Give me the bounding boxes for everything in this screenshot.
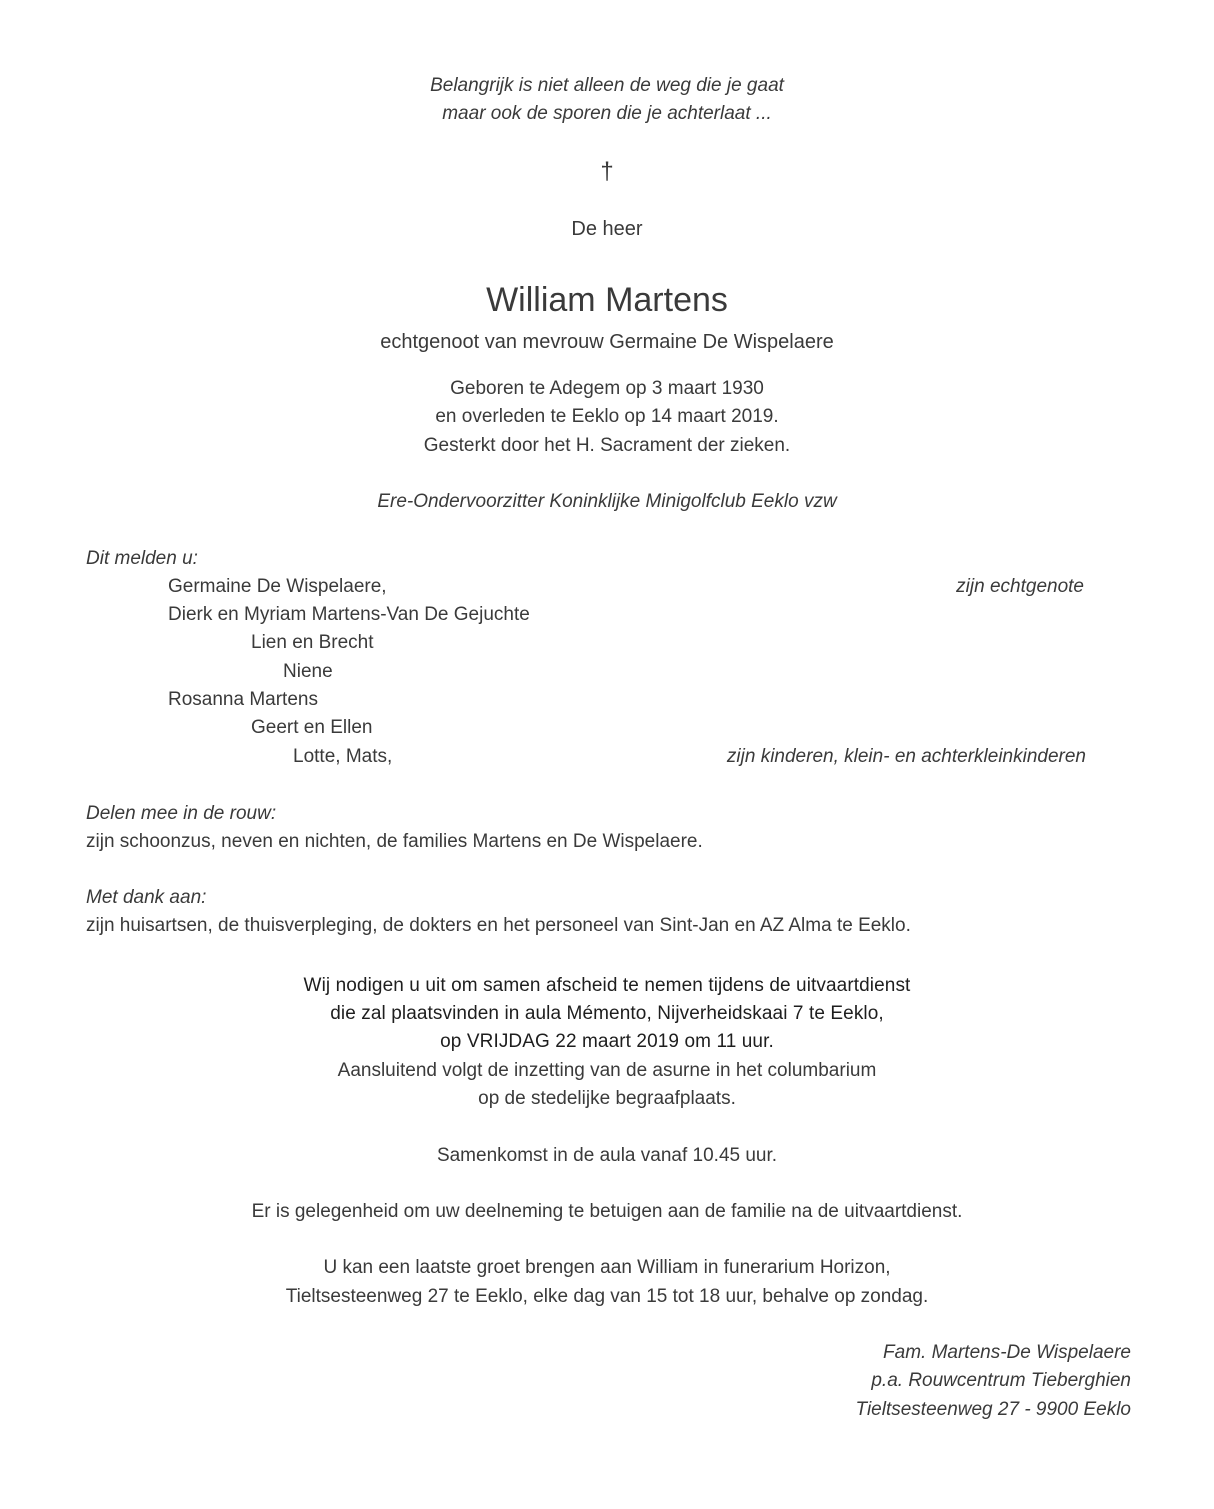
invite-line-2: die zal plaatsvinden in aula Mémento, Nijverheidskaai 7 te Eeklo,	[330, 1003, 884, 1024]
quote-line-1: Belangrijk is niet alleen de weg die je gaat	[430, 75, 784, 96]
after-line-2: op de stedelijke begraafplaats.	[478, 1088, 736, 1109]
spouse-line: echtgenoot van mevrouw Germaine De Wispelaere	[380, 331, 834, 353]
signature-family: Fam. Martens-De Wispelaere	[883, 1342, 1131, 1363]
signature-care-of: p.a. Rouwcentrum Tieberghien	[871, 1370, 1131, 1391]
family-member: Rosanna Martens	[168, 689, 318, 710]
gathering-line: Samenkomst in de aula vanaf 10.45 uur.	[436, 1145, 778, 1166]
visit-line-1: U kan een laatste groet brengen aan William in funerarium Horizon,	[323, 1257, 891, 1278]
quote-line-2: maar ook de sporen die je achterlaat ...	[442, 103, 772, 124]
relation-children: zijn kinderen, klein- en achterkleinkinderen	[726, 746, 1086, 767]
family-member: Lien en Brecht	[251, 632, 374, 653]
family-member: Lotte, Mats,	[293, 746, 393, 767]
mourning-heading: Delen mee in de rouw:	[86, 803, 277, 824]
family-member: Geert en Ellen	[251, 717, 373, 738]
honor-line: Ere-Ondervoorzitter Koninklijke Minigolfclub Eeklo vzw	[377, 491, 837, 512]
invite-line-3: op VRIJDAG 22 maart 2019 om 11 uur.	[440, 1031, 774, 1052]
condolence-line: Er is gelegenheid om uw deelneming te betuigen aan de familie na de uitvaartdienst.	[251, 1201, 963, 1222]
signature-address: Tieltsesteenweg 27 - 9900 Eeklo	[855, 1399, 1131, 1420]
announce-heading: Dit melden u:	[86, 548, 198, 569]
thanks-text: zijn huisartsen, de thuisverpleging, de dokters en het personeel van Sint-Jan en AZ Alma te Eeklo.	[86, 915, 911, 936]
family-member: Germaine De Wispelaere,	[168, 576, 387, 597]
mourning-text: zijn schoonzus, neven en nichten, de families Martens en De Wispelaere.	[86, 831, 703, 852]
relation-spouse: zijn echtgenote	[956, 576, 1084, 597]
cross-icon: †	[600, 158, 614, 185]
sacrament-line: Gesterkt door het H. Sacrament der zieken.	[423, 435, 791, 456]
family-member: Niene	[283, 661, 333, 682]
family-member: Dierk en Myriam Martens-Van De Gejuchte	[168, 604, 530, 625]
deceased-name: William Martens	[486, 281, 728, 319]
birth-line: Geboren te Adegem op 3 maart 1930	[450, 378, 764, 399]
invite-line-1: Wij nodigen u uit om samen afscheid te nemen tijdens de uitvaartdienst	[303, 975, 911, 996]
visit-line-2: Tieltsesteenweg 27 te Eeklo, elke dag van 15 tot 18 uur, behalve op zondag.	[285, 1286, 929, 1307]
death-line: en overleden te Eeklo op 14 maart 2019.	[435, 406, 779, 427]
thanks-heading: Met dank aan:	[86, 887, 207, 908]
title-prefix: De heer	[571, 218, 643, 240]
after-line-1: Aansluitend volgt de inzetting van de asurne in het columbarium	[337, 1060, 877, 1081]
